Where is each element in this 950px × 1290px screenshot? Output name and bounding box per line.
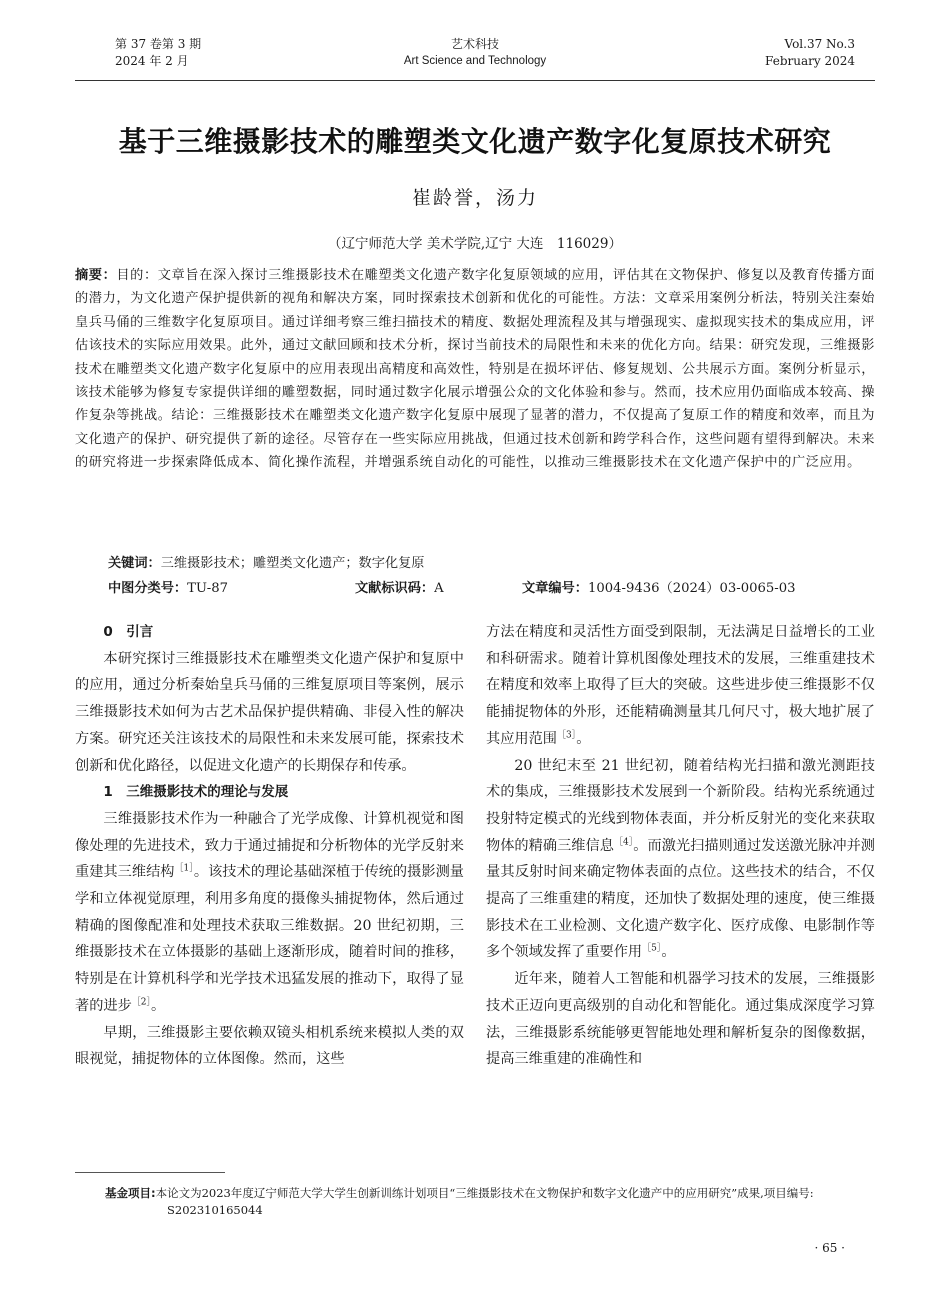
- citation: ［3］: [556, 730, 577, 741]
- paragraph: 近年来，随着人工智能和机器学习技术的发展，三维摄影技术正迈向更高级别的自动化和智能化。通过集成深度学习算法，三维摄影系统能够更智能地处理和解析复杂的图像数据，提高三维重建的准确性和: [486, 971, 875, 1068]
- header-volume-en: Vol.37 No.3 February 2024: [765, 37, 855, 68]
- citation: ［4］: [613, 836, 634, 847]
- keywords-text: 三维摄影技术；雕塑类文化遗产；数字化复原: [160, 556, 425, 571]
- page-number: · 65 ·: [814, 1241, 845, 1255]
- section-heading: 1 三维摄影技术的理论与发展: [103, 784, 289, 801]
- body-column-left: [75, 619, 464, 1073]
- citation: ［5］: [642, 943, 662, 954]
- paragraph: 早期，三维摄影主要依赖双镜头相机系统来模拟人类的双眼视觉，捕捉物体的立体图像。然而，这些: [75, 1024, 464, 1068]
- keywords: [108, 553, 868, 575]
- clc-number: 中图分类号：TU-87: [108, 581, 229, 596]
- affiliation: （辽宁师范大学 美术学院,辽宁 大连 116029）: [328, 236, 622, 252]
- paragraph: 本研究探讨三维摄影技术在雕塑类文化遗产保护和复原中的应用，通过分析秦始皇兵马俑的三维复原项目等案例，展示三维摄影技术如何为古艺术品保护提供精确、非侵入性的解决方案。研究还关注该技术的局限性和未来发展可能，探索技术创新和优化路径，以促进文化遗产的长期保存和传承。: [75, 650, 464, 774]
- section-heading: 0 引言: [103, 624, 154, 640]
- header-journal-name: 艺术科技 Art Science and Technology: [403, 37, 547, 67]
- authors: 崔龄誉，汤力: [411, 187, 538, 209]
- article-number: 文章编号：1004-9436（2024）03-0065-03: [522, 581, 796, 596]
- footnote-text: 本论文为2023年度辽宁师范大学大学生创新训练计划项目“三维摄影技术在文物保护和数字文化遗产中的应用研究”成果,项目编号: S202310165044: [155, 1186, 814, 1217]
- keywords-label: 关键词：: [108, 556, 161, 571]
- document-code: 文献标识码：A: [355, 581, 444, 596]
- citation: ［1］: [174, 863, 194, 874]
- body-column-right: [486, 619, 875, 1073]
- abstract: [75, 264, 875, 475]
- header-volume-info: 第 37 卷第 3 期 2024 年 2 月: [115, 37, 202, 68]
- paper-title: 基于三维摄影技术的雕塑类文化遗产数字化复原技术研究: [118, 125, 832, 158]
- running-header: [75, 36, 875, 81]
- classification-line: [108, 578, 868, 600]
- citation: ［2］: [131, 997, 151, 1008]
- paragraph: 20 世纪末至 21 世纪初，随着结构光扫描和激光测距技术的集成，三维摄影技术发展到一个新阶段。结构光系统通过投射特定模式的光线到物体表面，并分析反射光的变化来获取物体的精确三维信息$^{[4]}$。而激光扫描则通过发送激光脉冲并测量其反射时间来确定物体表面的点位。这些技术的结合，不仅提高了三维重建的精度，还加快了数据处理的速度，使三维摄影技术在工业检测、文化遗产数字化、医疗成像、电影制作等多个领域发挥了重要作用$^{[5]}$。: [486, 757, 875, 961]
- abstract-text: 目的：文章旨在深入探讨三维摄影技术在雕塑类文化遗产数字化复原领域的应用，评估其在文物保护、修复以及教育传播方面的潜力，为文化遗产保护提供新的视角和解决方案，同时探索技术创新和优化的可能性。方法：文章采用案例分析法，特别关注秦始皇兵马俑的三维数字化复原项目。通过详细考察三维扫描技术的精度、数据处理流程及其与增强现实、虚拟现实技术的集成应用，评估该技术的实际应用效果。此外，通过文献回顾和技术分析，探讨当前技术的局限性和未来的优化方向。结果：研究发现，三维摄影技术在雕塑类文化遗产数字化复原中的应用表现出高精度和高效性，特别是在损坏评估、修复规划、公共展示方面。案例分析显示，该技术能够为修复专家提供详细的雕塑数据，同时通过数字化展示增强公众的文化体验和参与。然而，技术应用仍面临成本较高、操作复杂等挑战。结论：三维摄影技术在雕塑类文化遗产数字化复原中展现了显著的潜力，不仅提高了复原工作的精度和效率，而且为文化遗产的保护、研究提供了新的途径。尽管存在一些实际应用挑战，但通过技术创新和跨学科合作，这些问题有望得到解决。未来的研究将进一步探索降低成本、简化操作流程，并增强系统自动化的可能性，以推动三维摄影技术在文化遗产保护中的广泛应用。: [75, 268, 875, 471]
- funding-footnote: [105, 1185, 877, 1219]
- abstract-label: 摘要：: [75, 268, 117, 283]
- paragraph: 三维摄影技术作为一种融合了光学成像、计算机视觉和图像处理的先进技术，致力于通过捕捉和分析物体的光学反射来重建其三维结构$^{[1]}$。该技术的理论基础深植于传统的摄影测量学和立体视觉原理，利用多角度的摄像头捕捉物体，然后通过精确的图像配准和处理技术获取三维数据。20 世纪初期，三维摄影技术在立体摄影的基础上逐渐形成，随着时间的推移，特别是在计算机科学和光学技术迅猛发展的推动下，取得了显著的进步$^{[2]}$。: [75, 810, 464, 1014]
- footnote-divider: [75, 1172, 225, 1173]
- footnote-label: 基金项目:: [105, 1186, 156, 1200]
- paragraph: 方法在精度和灵活性方面受到限制，无法满足日益增长的工业和科研需求。随着计算机图像处理技术的发展，三维重建技术在精度和效率上取得了巨大的突破。这些进步使三维摄影不仅能捕捉物体的外形，还能精确测量其几何尺寸，极大地扩展了其应用范围$^{[3]}$。: [486, 624, 875, 747]
